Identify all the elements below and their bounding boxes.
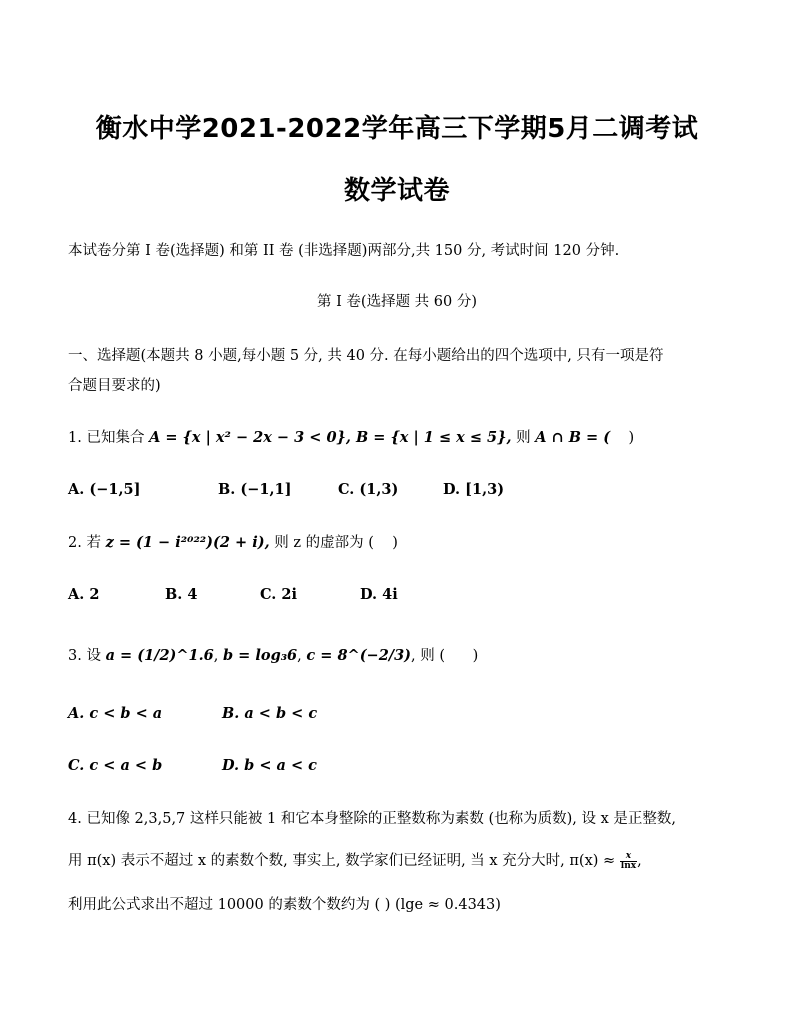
q3-b-expression: b = log₃6 xyxy=(223,647,298,664)
q2-option-c[interactable]: C. 2i xyxy=(260,586,297,603)
part1-heading: 第 I 卷(选择题 共 60 分) xyxy=(316,294,478,310)
question-4-line2: 用 π(x) 表示不超过 x 的素数个数, 事实上, 数学家们已经证明, 当 x 充分大时, π(x) ≈ $\frac{x}{\ln x}$ , xyxy=(68,850,642,871)
q2-prefix: 2. 若 xyxy=(68,535,101,551)
q1-option-c[interactable]: C. (1,3) xyxy=(338,481,399,498)
q4-fraction xyxy=(620,852,637,871)
q2-option-d[interactable]: D. 4i xyxy=(360,586,398,603)
q3-prefix: 3. 设 xyxy=(68,648,101,664)
q4-line2-text: 用 π(x) 表示不超过 x 的素数个数, 事实上, 数学家们已经证明, 当 x 充分大时, π(x) ≈ xyxy=(68,853,616,869)
q2-expression: z = (1 − i²⁰²²)(2 + i), xyxy=(105,534,270,551)
q3-option-c[interactable]: C. c < a < b xyxy=(68,757,163,774)
q3-option-d[interactable]: D. b < a < c xyxy=(222,757,318,774)
question-4-line3: 利用此公式求出不超过 10000 的素数个数约为 ( ) (lge ≈ 0.4343) xyxy=(68,897,501,913)
q1-option-b[interactable]: B. (−1,1] xyxy=(218,481,292,498)
question-4-line1: 4. 已知像 2,3,5,7 这样只能被 1 和它本身整除的正整数称为素数 (也称为质数), 设 x 是正整数, xyxy=(68,811,676,827)
q3-tail: 则 ( ) xyxy=(415,648,479,664)
q1-option-a[interactable]: A. (−1,5] xyxy=(68,481,141,498)
q1-tail: ) xyxy=(610,430,635,446)
q4-fraction-numerator: x xyxy=(620,852,637,862)
q2-mid: 则 z 的虚部为 ( xyxy=(269,535,374,551)
q1-mid: 则 xyxy=(511,430,536,446)
q4-fraction-denominator: lnx xyxy=(620,860,637,871)
q1-prefix: 1. 已知集合 xyxy=(68,430,145,446)
q1-ask: A ∩ B = ( xyxy=(535,429,611,446)
q3-option-a[interactable]: A. c < b < a xyxy=(68,705,163,722)
exam-title: 衡水中学2021-2022学年高三下学期5月二调考试 xyxy=(95,114,699,144)
exam-subtitle: 数学试卷 xyxy=(343,176,450,206)
intro-text: 本试卷分第 I 卷(选择题) 和第 II 卷 (非选择题)两部分,共 150 分, 考试时间 120 分钟. xyxy=(68,243,620,259)
q2-tail: ) xyxy=(373,535,398,551)
q2-option-a[interactable]: A. 2 xyxy=(68,586,100,603)
question-3: 3. 设 a = (1/2)^1.6, b = log₃6, c = 8^(−2/3), 则 ( ) xyxy=(68,647,479,664)
q2-option-b[interactable]: B. 4 xyxy=(165,586,198,603)
q3-a-expression: a = (1/2)^1.6 xyxy=(105,647,214,664)
question-2 xyxy=(68,533,728,553)
question-1 xyxy=(68,428,728,448)
q1-expression: A = {x | x² − 2x − 3 < 0}, B = {x | 1 ≤ x ≤ 5}, xyxy=(149,429,512,446)
section1-instructions-line1: 一、选择题(本题共 8 小题,每小题 5 分, 共 40 分. 在每小题给出的四个选项中, 只有一项是符 xyxy=(68,348,664,364)
q1-option-d[interactable]: D. [1,3) xyxy=(443,481,505,498)
section1-instructions-line2: 合题目要求的) xyxy=(68,378,161,394)
q3-c-expression: c = 8^(−2/3) xyxy=(306,647,412,664)
q3-option-b[interactable]: B. a < b < c xyxy=(222,705,318,722)
